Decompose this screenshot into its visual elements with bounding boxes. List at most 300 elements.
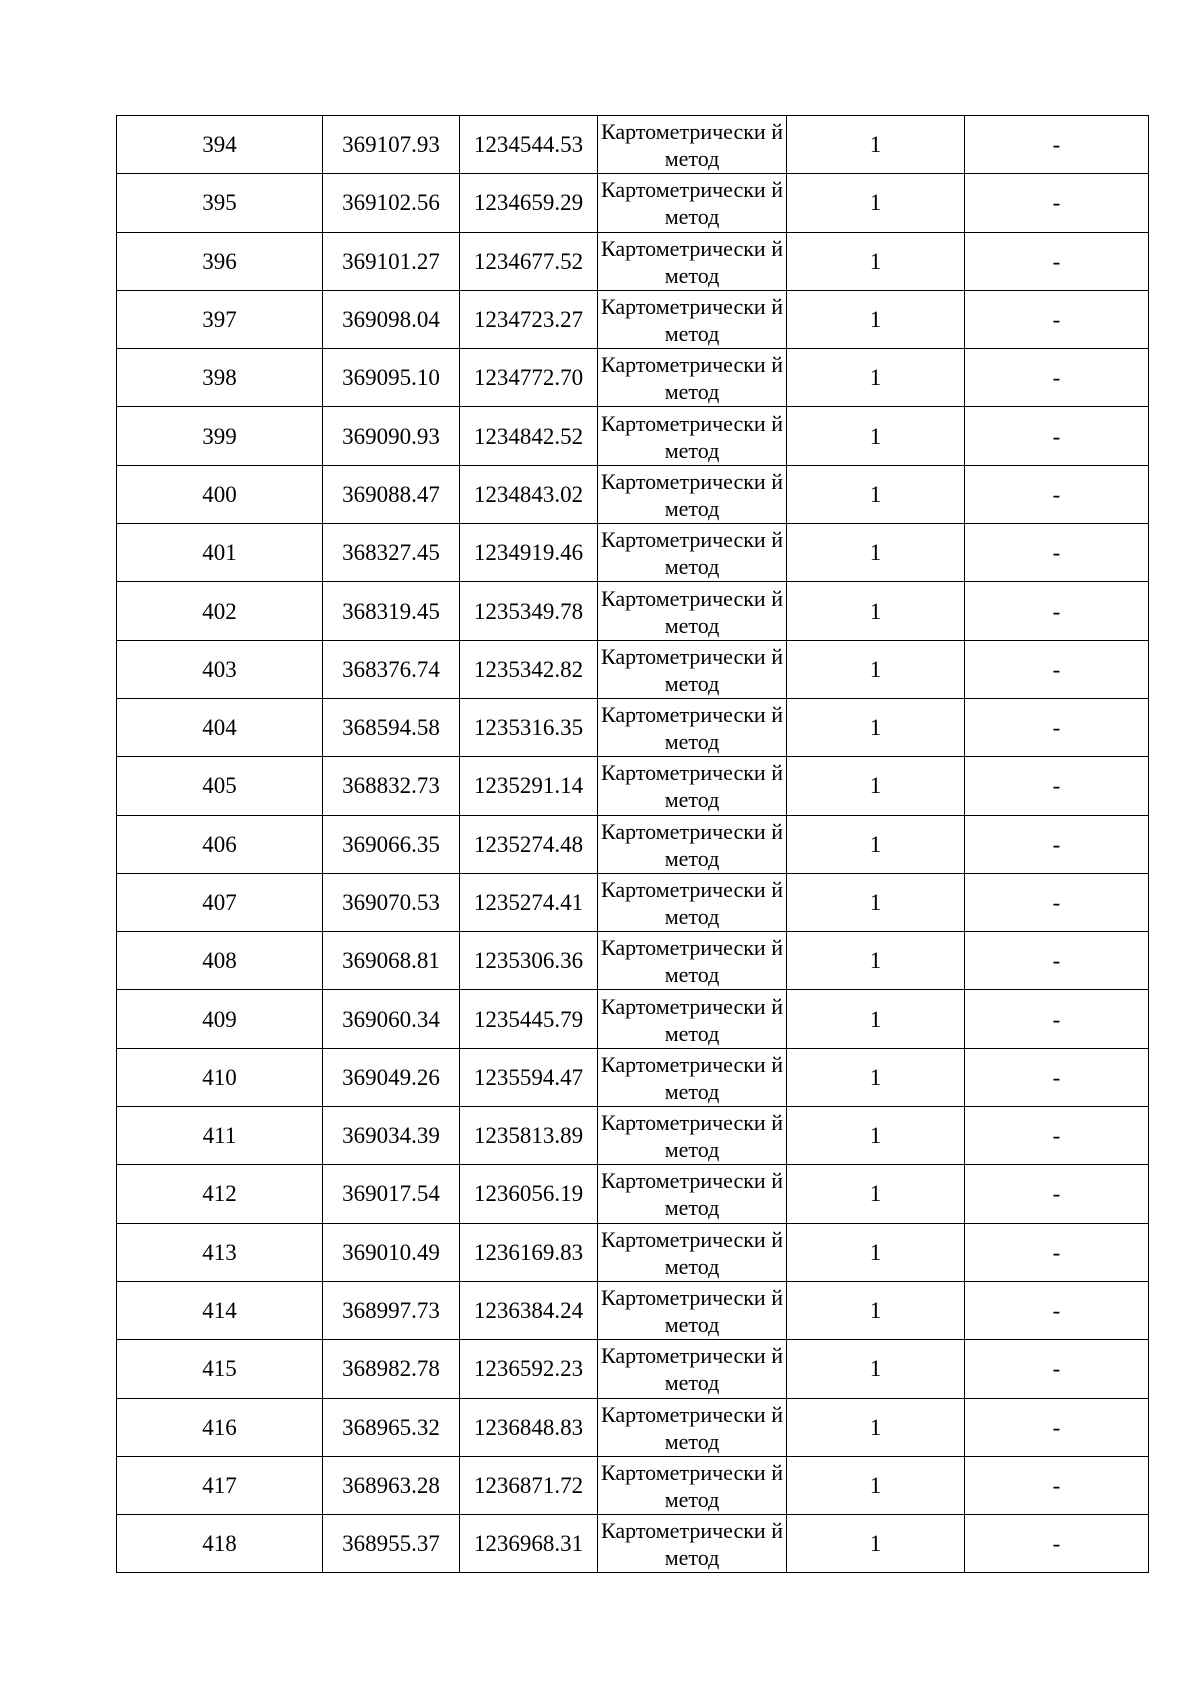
x-coordinate-cell [323,1048,460,1106]
y-coordinate-cell-text: 1235349.78 [473,598,584,624]
note-cell-text: - [1052,1239,1061,1265]
y-coordinate-cell-text: 1235316.35 [473,715,584,741]
note-cell-text: - [1052,132,1061,158]
table-row [117,873,1149,931]
x-coordinate-cell [323,990,460,1048]
accuracy-cell [787,290,965,348]
note-cell [965,524,1149,582]
y-coordinate-cell [460,1281,598,1339]
y-coordinate-cell [460,290,598,348]
x-coordinate-cell [323,932,460,990]
x-coordinate-cell-text: 369098.04 [342,307,440,333]
y-coordinate-cell-text: 1236871.72 [473,1472,584,1498]
method-cell [598,349,787,407]
method-cell [598,990,787,1048]
table-row [117,1223,1149,1281]
note-cell-text: - [1052,656,1061,682]
x-coordinate-cell-text: 369049.26 [342,1064,440,1090]
y-coordinate-cell-text: 1234919.46 [473,540,584,566]
method-cell-text: Картометрически й метод [601,1110,783,1163]
table-row [117,116,1149,174]
method-cell-text: Картометрически й метод [601,818,783,871]
y-coordinate-cell [460,1456,598,1514]
y-coordinate-cell [460,1165,598,1223]
y-coordinate-cell-text: 1235274.48 [473,831,584,857]
y-coordinate-cell-text: 1235274.41 [473,890,584,915]
table-row [117,1398,1149,1456]
accuracy-cell [787,407,965,465]
table-body [117,116,1149,1573]
method-cell [598,873,787,931]
point-number-cell-text: 395 [202,190,237,216]
x-coordinate-cell-text: 369107.93 [342,132,440,158]
point-number-cell-text: 412 [202,1181,237,1207]
table-row [117,524,1149,582]
note-cell-text: - [1052,1181,1061,1207]
note-cell-text: - [1052,1006,1061,1032]
note-cell-text: - [1052,1356,1061,1382]
accuracy-cell-text: 1 [869,656,882,682]
method-cell [598,232,787,290]
note-cell [965,349,1149,407]
point-number-cell-text: 413 [202,1239,237,1265]
note-cell-text: - [1052,948,1061,974]
table-row [117,465,1149,523]
x-coordinate-cell [323,290,460,348]
x-coordinate-cell [323,524,460,582]
x-coordinate-cell [323,698,460,756]
note-cell-text: - [1052,773,1061,799]
point-number-cell-text: 406 [202,831,237,857]
note-cell-text: - [1052,365,1061,391]
x-coordinate-cell-text: 368997.73 [342,1298,440,1324]
y-coordinate-cell [460,1223,598,1281]
y-coordinate-cell [460,1340,598,1398]
accuracy-cell [787,1398,965,1456]
method-cell [598,640,787,698]
table-row [117,232,1149,290]
accuracy-cell [787,1456,965,1514]
y-coordinate-cell [460,640,598,698]
y-coordinate-cell [460,757,598,815]
note-cell [965,873,1149,931]
point-number-cell [117,465,323,523]
table-row [117,1107,1149,1165]
accuracy-cell [787,698,965,756]
table-row [117,640,1149,698]
point-number-cell [117,1340,323,1398]
y-coordinate-cell [460,990,598,1048]
x-coordinate-cell-text: 369010.49 [342,1239,440,1265]
point-number-cell [117,1107,323,1165]
note-cell [965,757,1149,815]
note-cell [965,116,1149,174]
point-number-cell-text: 407 [202,890,237,915]
accuracy-cell [787,1223,965,1281]
x-coordinate-cell [323,465,460,523]
x-coordinate-cell-text: 369070.53 [342,890,440,915]
x-coordinate-cell [323,232,460,290]
note-cell-text: - [1052,1123,1061,1149]
method-cell-text: Картометрически й метод [601,1518,783,1571]
method-cell-text: Картометрически й метод [601,760,783,813]
point-number-cell [117,1515,323,1573]
note-cell [965,815,1149,873]
note-cell-text: - [1052,1064,1061,1090]
point-number-cell [117,407,323,465]
x-coordinate-cell-text: 369101.27 [342,248,440,274]
note-cell-text: - [1052,715,1061,741]
note-cell-text: - [1052,423,1061,449]
table-row [117,1515,1149,1573]
note-cell-text: - [1052,890,1061,915]
accuracy-cell-text: 1 [869,423,882,449]
method-cell-text: Картометрически й метод [601,468,783,521]
point-number-cell-text: 417 [202,1472,237,1498]
x-coordinate-cell-text: 368327.45 [342,540,440,566]
point-number-cell [117,932,323,990]
x-coordinate-cell [323,1223,460,1281]
y-coordinate-cell-text: 1236169.83 [473,1239,584,1265]
point-number-cell-text: 398 [202,365,237,391]
y-coordinate-cell [460,524,598,582]
point-number-cell-text: 402 [202,598,237,624]
y-coordinate-cell-text: 1236056.19 [473,1181,584,1207]
accuracy-cell-text: 1 [869,773,882,799]
note-cell-text: - [1052,1298,1061,1324]
point-number-cell-text: 401 [202,540,237,566]
y-coordinate-cell-text: 1236968.31 [473,1531,584,1557]
note-cell [965,1165,1149,1223]
y-coordinate-cell [460,815,598,873]
table-row [117,932,1149,990]
point-number-cell [117,815,323,873]
coordinates-table [116,115,1149,1573]
accuracy-cell [787,1107,965,1165]
point-number-cell-text: 408 [202,948,237,974]
table-row [117,990,1149,1048]
y-coordinate-cell [460,873,598,931]
x-coordinate-cell-text: 369102.56 [342,190,440,216]
note-cell [965,1340,1149,1398]
x-coordinate-cell-text: 369034.39 [342,1123,440,1149]
y-coordinate-cell [460,174,598,232]
y-coordinate-cell [460,407,598,465]
point-number-cell-text: 414 [202,1298,237,1324]
method-cell-text: Картометрически й метод [601,119,783,172]
method-cell-text: Картометрически й метод [601,235,783,288]
point-number-cell [117,349,323,407]
y-coordinate-cell-text: 1236384.24 [473,1298,584,1324]
accuracy-cell [787,1515,965,1573]
point-number-cell [117,990,323,1048]
accuracy-cell [787,932,965,990]
accuracy-cell-text: 1 [869,1123,882,1149]
x-coordinate-cell-text: 369017.54 [342,1181,440,1207]
x-coordinate-cell-text: 369068.81 [342,948,440,974]
accuracy-cell-text: 1 [869,948,882,974]
accuracy-cell-text: 1 [869,365,882,391]
y-coordinate-cell-text: 1235813.89 [473,1123,584,1149]
x-coordinate-cell [323,174,460,232]
method-cell [598,1340,787,1398]
y-coordinate-cell-text: 1236592.23 [473,1356,584,1382]
method-cell-text: Картометрически й метод [601,702,783,755]
x-coordinate-cell [323,582,460,640]
accuracy-cell [787,873,965,931]
note-cell [965,990,1149,1048]
method-cell [598,815,787,873]
accuracy-cell-text: 1 [869,1531,882,1557]
y-coordinate-cell [460,1398,598,1456]
accuracy-cell-text: 1 [869,190,882,216]
method-cell-text: Картометрически й метод [601,877,783,929]
accuracy-cell [787,815,965,873]
x-coordinate-cell [323,1107,460,1165]
x-coordinate-cell-text: 368963.28 [342,1472,440,1498]
point-number-cell-text: 416 [202,1414,237,1440]
method-cell-text: Картометрически й метод [601,410,783,463]
accuracy-cell-text: 1 [869,1472,882,1498]
note-cell [965,582,1149,640]
y-coordinate-cell [460,1515,598,1573]
y-coordinate-cell-text: 1236848.83 [473,1414,584,1440]
point-number-cell-text: 403 [202,656,237,682]
y-coordinate-cell-text: 1235342.82 [473,656,584,682]
note-cell [965,1281,1149,1339]
x-coordinate-cell [323,815,460,873]
point-number-cell [117,1398,323,1456]
method-cell [598,1223,787,1281]
note-cell [965,932,1149,990]
y-coordinate-cell [460,116,598,174]
point-number-cell [117,640,323,698]
note-cell [965,1223,1149,1281]
point-number-cell-text: 418 [202,1531,237,1557]
point-number-cell [117,757,323,815]
method-cell-text: Картометрически й метод [601,993,783,1046]
note-cell-text: - [1052,481,1061,507]
method-cell [598,582,787,640]
y-coordinate-cell-text: 1234677.52 [473,248,584,274]
method-cell [598,698,787,756]
point-number-cell [117,873,323,931]
x-coordinate-cell [323,1456,460,1514]
y-coordinate-cell [460,1048,598,1106]
method-cell-text: Картометрически й метод [601,643,783,696]
point-number-cell-text: 410 [202,1064,237,1090]
y-coordinate-cell-text: 1234842.52 [473,423,584,449]
method-cell-text: Картометрически й метод [601,935,783,988]
accuracy-cell-text: 1 [869,831,882,857]
x-coordinate-cell [323,407,460,465]
point-number-cell-text: 399 [202,423,237,449]
x-coordinate-cell-text: 368982.78 [342,1356,440,1382]
y-coordinate-cell [460,932,598,990]
method-cell-text: Картометрически й метод [601,1401,783,1454]
method-cell-text: Картометрически й метод [601,527,783,580]
method-cell-text: Картометрически й метод [601,1343,783,1396]
point-number-cell [117,1223,323,1281]
accuracy-cell [787,1281,965,1339]
method-cell [598,174,787,232]
method-cell [598,290,787,348]
y-coordinate-cell-text: 1234659.29 [473,190,584,216]
accuracy-cell [787,524,965,582]
accuracy-cell-text: 1 [869,248,882,274]
method-cell [598,1107,787,1165]
x-coordinate-cell-text: 368955.37 [342,1531,440,1557]
method-cell-text: Картометрически й метод [601,352,783,405]
x-coordinate-cell [323,757,460,815]
method-cell [598,407,787,465]
point-number-cell-text: 400 [202,481,237,507]
note-cell-text: - [1052,1531,1061,1557]
x-coordinate-cell-text: 368319.45 [342,598,440,624]
note-cell [965,174,1149,232]
point-number-cell [117,1048,323,1106]
accuracy-cell-text: 1 [869,1064,882,1090]
y-coordinate-cell [460,349,598,407]
point-number-cell [117,582,323,640]
accuracy-cell-text: 1 [869,715,882,741]
note-cell [965,1456,1149,1514]
x-coordinate-cell-text: 368832.73 [342,773,440,799]
point-number-cell-text: 405 [202,773,237,799]
accuracy-cell [787,116,965,174]
note-cell [965,407,1149,465]
y-coordinate-cell [460,232,598,290]
note-cell [965,1048,1149,1106]
point-number-cell-text: 404 [202,715,237,741]
accuracy-cell-text: 1 [869,1006,882,1032]
y-coordinate-cell [460,1107,598,1165]
point-number-cell [117,116,323,174]
method-cell-text: Картометрически й метод [601,1459,783,1512]
accuracy-cell [787,1165,965,1223]
accuracy-cell [787,582,965,640]
accuracy-cell-text: 1 [869,1181,882,1207]
y-coordinate-cell-text: 1235445.79 [473,1006,584,1032]
y-coordinate-cell-text: 1234723.27 [473,307,584,333]
point-number-cell [117,1281,323,1339]
note-cell-text: - [1052,190,1061,216]
accuracy-cell-text: 1 [869,1356,882,1382]
y-coordinate-cell [460,582,598,640]
method-cell [598,1281,787,1339]
accuracy-cell-text: 1 [869,1239,882,1265]
table-row [117,174,1149,232]
table-row [117,1048,1149,1106]
method-cell-text: Картометрически й метод [601,1051,783,1104]
table-row [117,582,1149,640]
table-row [117,1456,1149,1514]
accuracy-cell [787,1340,965,1398]
point-number-cell [117,174,323,232]
point-number-cell-text: 409 [202,1006,237,1032]
note-cell [965,1515,1149,1573]
point-number-cell [117,698,323,756]
table-row [117,407,1149,465]
accuracy-cell-text: 1 [869,1298,882,1324]
point-number-cell [117,524,323,582]
accuracy-cell [787,640,965,698]
table-row [117,290,1149,348]
point-number-cell-text: 397 [202,307,237,333]
point-number-cell [117,232,323,290]
note-cell [965,290,1149,348]
x-coordinate-cell-text: 369095.10 [342,365,440,391]
accuracy-cell [787,174,965,232]
x-coordinate-cell [323,1165,460,1223]
method-cell [598,1165,787,1223]
note-cell-text: - [1052,1472,1061,1498]
accuracy-cell-text: 1 [869,890,882,915]
x-coordinate-cell [323,640,460,698]
point-number-cell [117,1165,323,1223]
note-cell-text: - [1052,598,1061,624]
method-cell [598,757,787,815]
y-coordinate-cell [460,465,598,523]
accuracy-cell-text: 1 [869,540,882,566]
x-coordinate-cell-text: 369088.47 [342,481,440,507]
y-coordinate-cell-text: 1234772.70 [473,365,584,391]
accuracy-cell [787,465,965,523]
table-row [117,1281,1149,1339]
point-number-cell [117,1456,323,1514]
note-cell [965,1107,1149,1165]
accuracy-cell-text: 1 [869,1414,882,1440]
note-cell-text: - [1052,307,1061,333]
accuracy-cell [787,232,965,290]
method-cell [598,465,787,523]
point-number-cell-text: 394 [202,132,237,158]
method-cell [598,524,787,582]
point-number-cell-text: 415 [202,1356,237,1382]
x-coordinate-cell [323,1340,460,1398]
x-coordinate-cell-text: 368376.74 [342,656,440,682]
method-cell [598,1515,787,1573]
table-row [117,1165,1149,1223]
x-coordinate-cell [323,1281,460,1339]
method-cell [598,1048,787,1106]
method-cell-text: Картометрически й метод [601,1285,783,1338]
accuracy-cell-text: 1 [869,481,882,507]
point-number-cell [117,290,323,348]
table-row [117,1340,1149,1398]
accuracy-cell-text: 1 [869,307,882,333]
x-coordinate-cell [323,349,460,407]
note-cell [965,465,1149,523]
x-coordinate-cell [323,116,460,174]
method-cell-text: Картометрически й метод [601,1168,783,1221]
y-coordinate-cell-text: 1234544.53 [473,132,584,158]
table-row [117,815,1149,873]
method-cell-text: Картометрически й метод [601,294,783,347]
point-number-cell-text: 411 [202,1123,237,1149]
y-coordinate-cell-text: 1234843.02 [473,481,584,507]
accuracy-cell [787,1048,965,1106]
note-cell-text: - [1052,248,1061,274]
note-cell-text: - [1052,540,1061,566]
method-cell-text: Картометрически й метод [601,177,783,230]
note-cell [965,698,1149,756]
x-coordinate-cell [323,873,460,931]
method-cell [598,1398,787,1456]
accuracy-cell [787,757,965,815]
accuracy-cell-text: 1 [869,132,882,158]
x-coordinate-cell-text: 369066.35 [342,831,440,857]
